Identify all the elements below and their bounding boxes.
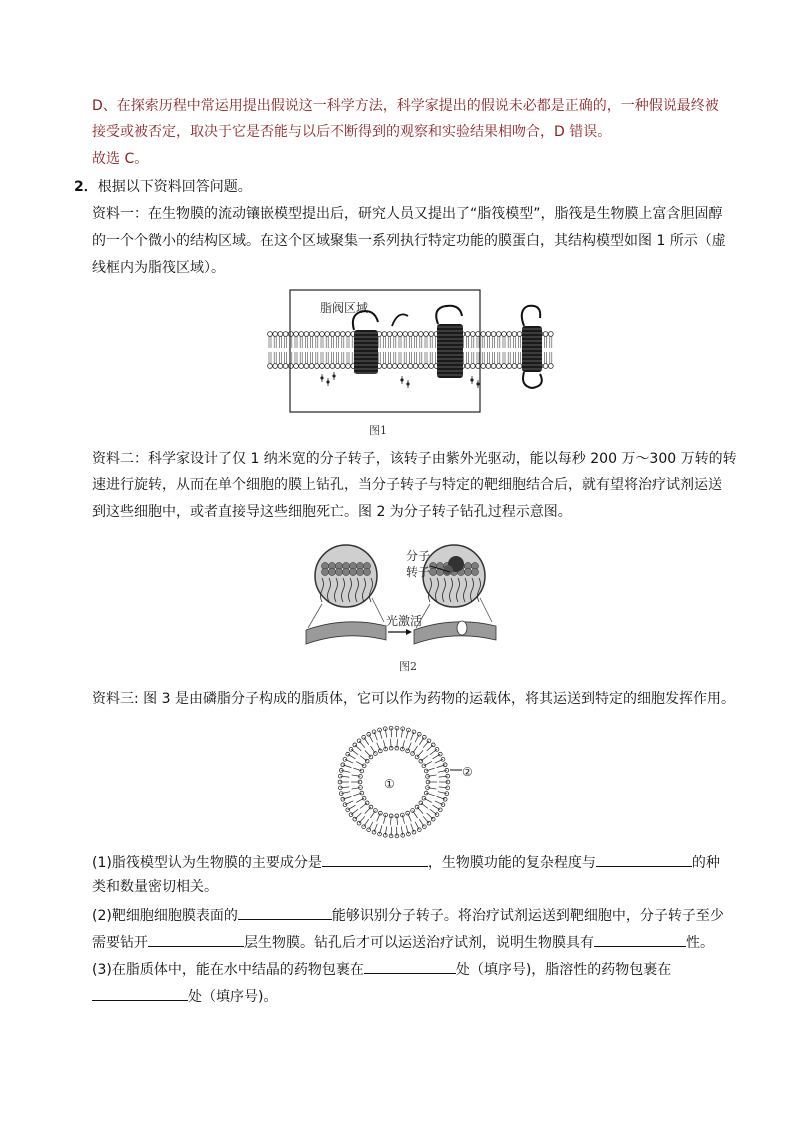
answer-conclusion: 故选 C。 bbox=[92, 151, 149, 167]
figure-1-lipid-raft bbox=[262, 286, 558, 416]
material2-line2: 速进行旋转，从而在单个细胞的膜上钻孔，当分子转子与特定的靶细胞结合后，就有望将治疗试剂运送 bbox=[92, 477, 722, 493]
question-number: 2． bbox=[74, 179, 98, 195]
material2-line3: 到这些细胞中，或者直接导这些细胞死亡。图 2 为分子转子钻孔过程示意图。 bbox=[92, 504, 572, 520]
answer-blank-2[interactable] bbox=[596, 851, 692, 867]
material3-line1: 资料三: 图 3 是由磷脂分子构成的脂质体，它可以作为药物的运载体，将其运送到特定的细胞发挥作用。 bbox=[92, 691, 735, 707]
membrane-segment-left bbox=[306, 622, 386, 644]
material1-line2: 的一个个微小的结构区域。在这个区域聚集一系列执行特定功能的膜蛋白，其结构模型如图 1 所示（虚 bbox=[92, 233, 726, 249]
subquestion-3-line1: (3)在脂质体中，能在水中结晶的药物包裹在 处（填序号)，脂溶性的药物包裹在 bbox=[92, 958, 671, 980]
subquestion-2-line2: 需要钻开 层生物膜。钻孔后才可以运送治疗试剂，说明生物膜具有 性。 bbox=[92, 931, 714, 953]
subquestion-1-line2: 类和数量密切相关。 bbox=[92, 879, 218, 895]
liposome-outer-label: ② bbox=[462, 765, 473, 779]
material1-line1: 资料一：在生物膜的流动镶嵌模型提出后，研究人员又提出了“脂筏模型”，脂筏是生物膜上富含胆固醇 bbox=[92, 206, 723, 222]
answer-blank-4[interactable] bbox=[148, 931, 244, 947]
material1-line3: 线框内为脂筏区域）。 bbox=[92, 260, 225, 276]
answer-blank-3[interactable] bbox=[238, 904, 332, 920]
answer-d-line2: 接受或被否定，取决于它是否能与以后不断得到的观察和实验结果相吻合，D 错误。 bbox=[92, 124, 612, 140]
question-stem-text: 根据以下资料回答问题。 bbox=[97, 179, 252, 195]
question-2-stem bbox=[74, 177, 252, 197]
material2-line1: 资料二：科学家设计了仅 1 纳米宽的分子转子，该转子由紫外光驱动，能以每秒 200 万～300 万转的转 bbox=[92, 451, 737, 467]
figure-2-molecular-rotor bbox=[302, 536, 502, 654]
figure-3-liposome bbox=[332, 720, 492, 844]
subquestion-1-line1: (1)脂筏模型认为生物膜的主要成分是 ，生物膜功能的复杂程度与 的种 bbox=[92, 851, 720, 873]
answer-blank-7[interactable] bbox=[92, 985, 188, 1001]
subquestion-2-line1: (2)靶细胞细胞膜表面的 能够识别分子转子。将治疗试剂运送到靶细胞中，分子转子至少 bbox=[92, 904, 724, 926]
magnified-membrane-left bbox=[315, 545, 377, 607]
membrane-segment-right bbox=[414, 621, 496, 644]
figure-1-caption: 图1 bbox=[369, 424, 387, 437]
answer-blank-1[interactable] bbox=[322, 851, 428, 867]
liposome-inner-label: ① bbox=[384, 777, 395, 791]
answer-d-line1: D、在探索历程中常运用提出假说这一科学方法，科学家提出的假说未必都是正确的，一种假说最终被 bbox=[92, 98, 719, 114]
answer-blank-5[interactable] bbox=[594, 931, 686, 947]
subquestion-3-line2: 处（填序号)。 bbox=[92, 985, 277, 1007]
answer-blank-6[interactable] bbox=[364, 958, 456, 974]
rotor-label-b: 转子 bbox=[406, 565, 431, 579]
membrane-proteins bbox=[320, 306, 542, 388]
magnified-membrane-right bbox=[423, 545, 485, 607]
lipid-bilayer bbox=[268, 332, 554, 369]
rotor-label-a: 分子 bbox=[406, 549, 431, 563]
raft-label: 脂阀区域 bbox=[320, 301, 369, 315]
arrow-label: 光激活 bbox=[386, 614, 423, 628]
figure-2-caption: 图2 bbox=[399, 660, 417, 673]
